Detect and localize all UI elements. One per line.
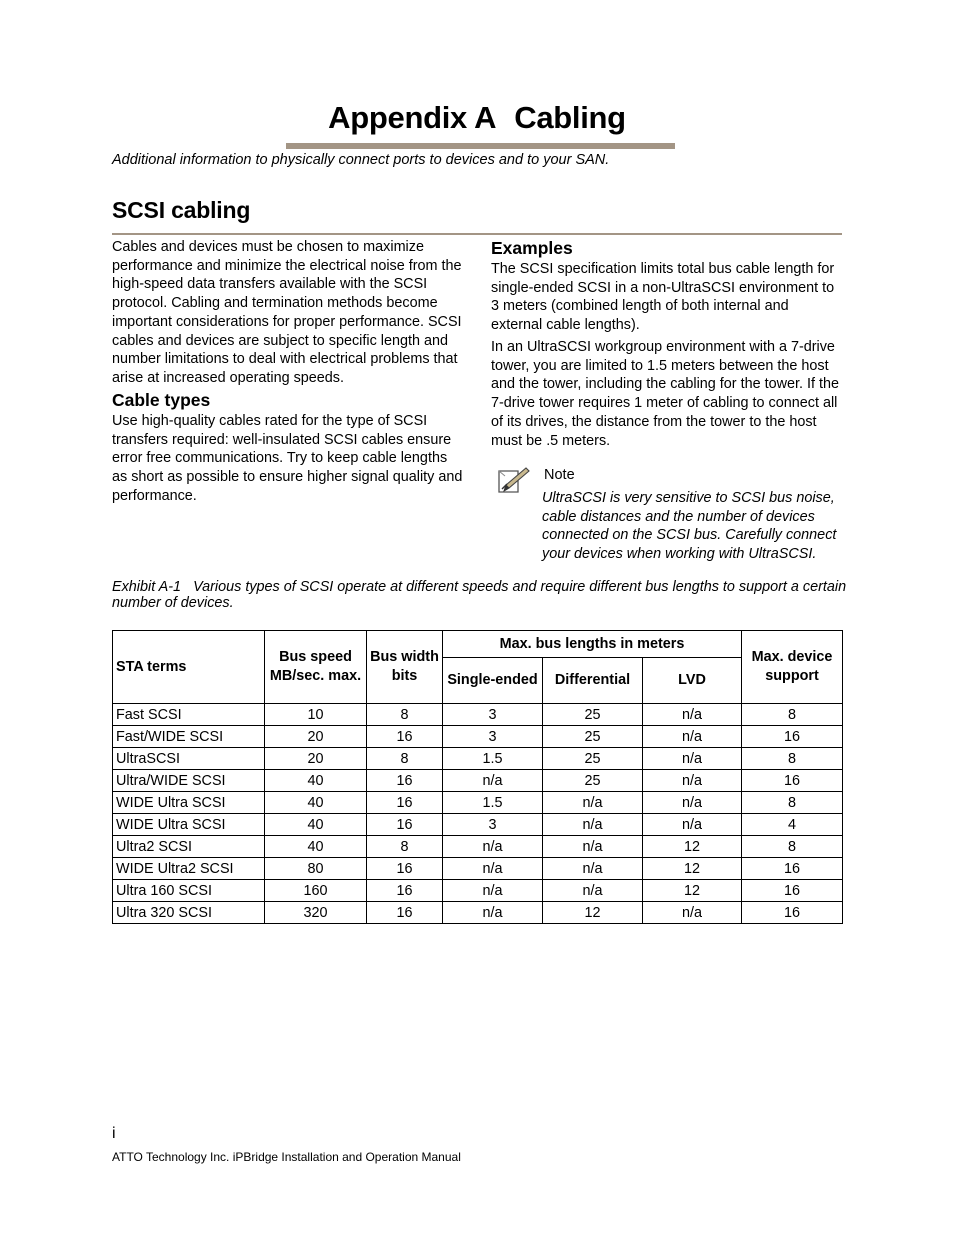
table-row (113, 704, 843, 726)
cell-bus-width: 8 (367, 704, 443, 726)
cell-differential: n/a (543, 858, 643, 880)
table-body (113, 704, 843, 924)
page-subtitle: Additional information to physically connect ports to devices and to your SAN. (112, 152, 610, 168)
cell-bus-speed: 320 (265, 902, 367, 924)
cell-lvd: 12 (643, 858, 742, 880)
header-sta-terms: STA terms (113, 631, 265, 704)
header-lvd: LVD (643, 658, 742, 704)
table-row (113, 770, 843, 792)
cell-lvd: 12 (643, 880, 742, 902)
header-bus-width: Bus width bits (367, 631, 443, 704)
table-row (113, 726, 843, 748)
cell-bus-width: 16 (367, 902, 443, 924)
footer-text: ATTO Technology Inc. iPBridge Installation and Operation Manual (112, 1150, 461, 1164)
cell-differential: 25 (543, 770, 643, 792)
cell-bus-speed: 40 (265, 792, 367, 814)
cell-single-ended: 3 (443, 814, 543, 836)
exhibit-caption-text: Various types of SCSI operate at different speeds and require different bus lengths to support a certain number of devices. (112, 579, 847, 611)
cell-single-ended: n/a (443, 880, 543, 902)
header-bus-speed: Bus speed MB/sec. max. (265, 631, 367, 704)
section-rule (112, 233, 842, 235)
examples-heading: Examples (491, 238, 573, 258)
cell-sta-term: Fast SCSI (113, 704, 265, 726)
cell-bus-width: 16 (367, 726, 443, 748)
cell-sta-term: Ultra 320 SCSI (113, 902, 265, 924)
cell-differential: n/a (543, 814, 643, 836)
table-row (113, 858, 843, 880)
cell-sta-term: WIDE Ultra2 SCSI (113, 858, 265, 880)
header-differential: Differential (543, 658, 643, 704)
page-title (0, 100, 954, 136)
cell-bus-width: 16 (367, 814, 443, 836)
page-title-part2: Cabling (514, 100, 626, 135)
cell-sta-term: Ultra/WIDE SCSI (113, 770, 265, 792)
cell-max-device: 8 (742, 836, 843, 858)
examples-paragraph-2: In an UltraSCSI workgroup environment with a 7-drive tower, you are limited to 1.5 meters between the host and the tower, including the cabling for the tower. If the 7-drive tower requires 1 meter of cabling to connect all of its drives, the distance from the tower to the host must be .5 meters. (491, 339, 839, 449)
cell-max-device: 16 (742, 880, 843, 902)
note-text: UltraSCSI is very sensitive to SCSI bus noise, cable distances and the number of devices connected on the SCSI bus. Carefully connect your devices when working with UltraSCSI. (542, 490, 837, 563)
cell-max-device: 16 (742, 858, 843, 880)
cell-max-device: 16 (742, 902, 843, 924)
examples-paragraph-1: The SCSI specification limits total bus cable length for single-ended SCSI in a non-UltraSCSI environment to 3 meters (combined length of both internal and external cable lengths). (491, 261, 835, 334)
cell-bus-speed: 20 (265, 726, 367, 748)
cell-single-ended: 3 (443, 704, 543, 726)
table-row (113, 814, 843, 836)
cell-lvd: n/a (643, 770, 742, 792)
cell-max-device: 4 (742, 814, 843, 836)
cell-bus-speed: 80 (265, 858, 367, 880)
cell-sta-term: Fast/WIDE SCSI (113, 726, 265, 748)
cell-single-ended: n/a (443, 902, 543, 924)
cell-lvd: n/a (643, 814, 742, 836)
cell-bus-width: 16 (367, 770, 443, 792)
cell-differential: 25 (543, 704, 643, 726)
cell-max-device: 16 (742, 770, 843, 792)
cell-lvd: n/a (643, 704, 742, 726)
title-rule (286, 143, 675, 149)
cell-max-device: 8 (742, 748, 843, 770)
page-number: i (112, 1125, 116, 1142)
cell-single-ended: n/a (443, 836, 543, 858)
cell-bus-speed: 160 (265, 880, 367, 902)
cell-single-ended: n/a (443, 858, 543, 880)
header-single-ended: Single-ended (443, 658, 543, 704)
cell-bus-width: 16 (367, 792, 443, 814)
cell-bus-width: 16 (367, 880, 443, 902)
cell-sta-term: Ultra 160 SCSI (113, 880, 265, 902)
cell-lvd: 12 (643, 836, 742, 858)
cell-lvd: n/a (643, 902, 742, 924)
cell-max-device: 8 (742, 704, 843, 726)
cell-bus-speed: 40 (265, 770, 367, 792)
cell-bus-speed: 40 (265, 836, 367, 858)
cell-bus-speed: 10 (265, 704, 367, 726)
cell-differential: n/a (543, 792, 643, 814)
header-max-device: Max. device support (742, 631, 843, 704)
cell-differential: n/a (543, 880, 643, 902)
header-max-bus-lengths: Max. bus lengths in meters (443, 631, 742, 658)
exhibit-caption (112, 580, 847, 611)
cell-bus-width: 16 (367, 858, 443, 880)
cell-single-ended: 1.5 (443, 792, 543, 814)
cable-types-paragraph: Use high-quality cables rated for the type of SCSI transfers required: well-insulated SCSI cables ensure error free communications. Try to keep cable lengths as short as possible to ensure higher signal quality and performance. (112, 413, 463, 504)
table-row (113, 748, 843, 770)
cell-sta-term: UltraSCSI (113, 748, 265, 770)
cell-lvd: n/a (643, 748, 742, 770)
cell-max-device: 8 (742, 792, 843, 814)
cell-single-ended: n/a (443, 770, 543, 792)
scsi-table (112, 630, 843, 924)
cell-differential: 25 (543, 726, 643, 748)
cell-differential: 12 (543, 902, 643, 924)
intro-paragraph: Cables and devices must be chosen to maximize performance and minimize the electrical noise from the high-speed data transfers available with the SCSI protocol. Cabling and termination methods become important considerations for proper performance. SCSI cables and devices are subject to specific length and number limitations to deal with electrical problems that arise at increased operating speeds. (112, 239, 462, 386)
cell-single-ended: 3 (443, 726, 543, 748)
section-heading: SCSI cabling (112, 197, 251, 223)
cell-lvd: n/a (643, 792, 742, 814)
cell-bus-width: 8 (367, 836, 443, 858)
cell-differential: n/a (543, 836, 643, 858)
note-pencil-icon (496, 465, 530, 495)
cell-bus-speed: 40 (265, 814, 367, 836)
cell-sta-term: Ultra2 SCSI (113, 836, 265, 858)
table-row (113, 792, 843, 814)
cell-lvd: n/a (643, 726, 742, 748)
cell-bus-width: 8 (367, 748, 443, 770)
cell-sta-term: WIDE Ultra SCSI (113, 814, 265, 836)
cell-differential: 25 (543, 748, 643, 770)
table-row (113, 902, 843, 924)
exhibit-label: Exhibit A-1 (112, 579, 182, 595)
page-title-part1: Appendix A (328, 100, 497, 135)
table-row (113, 880, 843, 902)
table-row (113, 836, 843, 858)
cell-sta-term: WIDE Ultra SCSI (113, 792, 265, 814)
cell-max-device: 16 (742, 726, 843, 748)
cable-types-heading: Cable types (112, 390, 211, 410)
cell-single-ended: 1.5 (443, 748, 543, 770)
note-label: Note (544, 467, 575, 483)
cell-bus-speed: 20 (265, 748, 367, 770)
